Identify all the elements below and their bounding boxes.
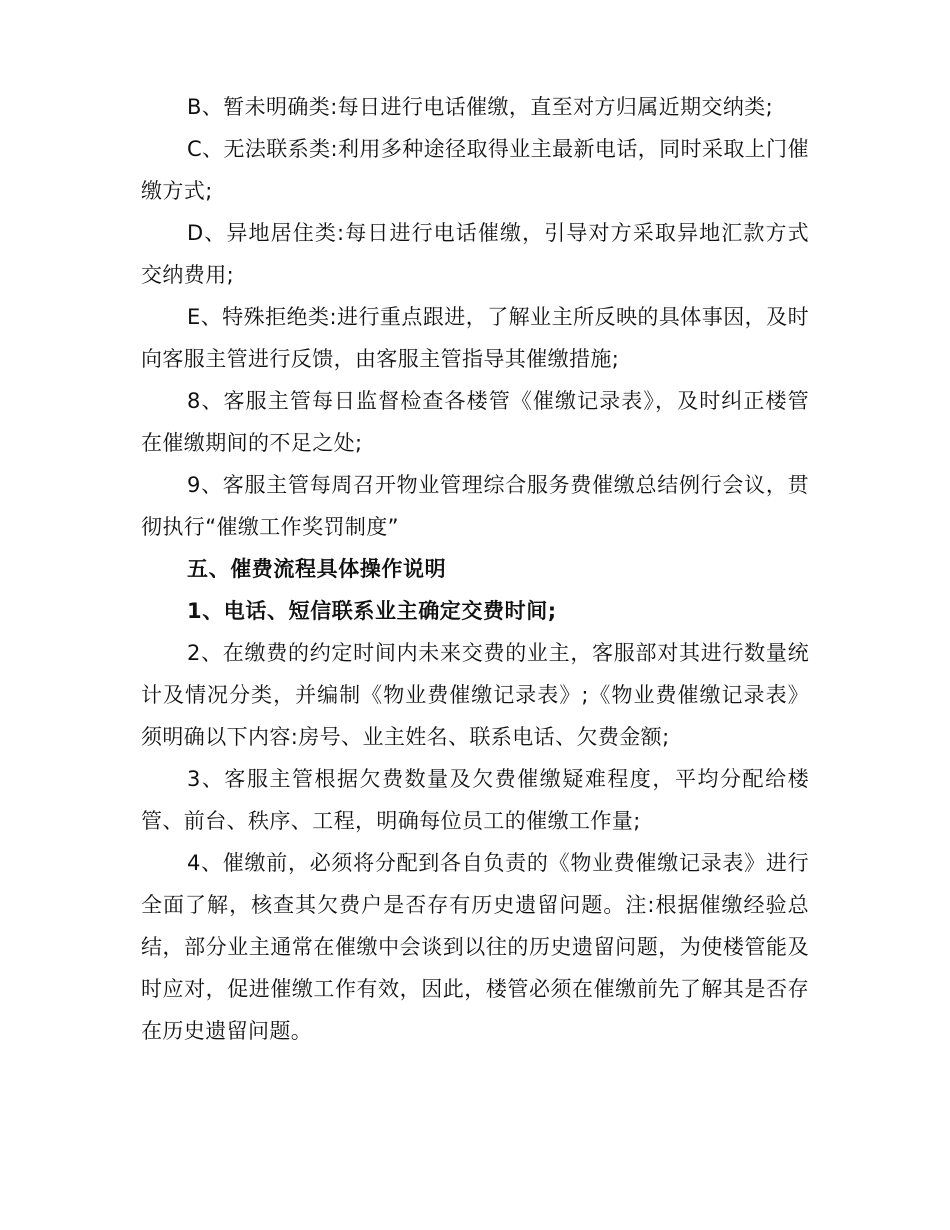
paragraph-item-9: 9、客服主管每周召开物业管理综合服务费催缴总结例行会议，贯彻执行“催缴工作奖罚制度” — [141, 473, 809, 539]
paragraph-d-nonlocal: D、异地居住类:每日进行电话催缴，引导对方采取异地汇款方式交纳费用; — [141, 221, 809, 287]
paragraph-step-1: 1、电话、短信联系业主确定交费时间; — [187, 599, 557, 623]
paragraph-step-4: 4、催缴前，必须将分配到各自负责的《物业费催缴记录表》进行全面了解，核查其欠费户是否存有历史遗留问题。注:根据催缴经验总结，部分业主通常在催缴中会谈到以往的历史遗留问题，为使楼管能及时应对，促进催缴工作有效，因此，楼管必须在催缴前先了解其是否存在历史遗留问题。 — [141, 851, 809, 1043]
paragraph-item-8: 8、客服主管每日监督检查各楼管《催缴记录表》，及时纠正楼管在催缴期间的不足之处; — [141, 389, 809, 455]
paragraph-b-pending: B、暂未明确类:每日进行电话催缴，直至对方归属近期交纳类; — [187, 95, 774, 119]
paragraph-step-3: 3、客服主管根据欠费数量及欠费催缴疑难程度，平均分配给楼管、前台、秩序、工程，明确每位员工的催缴工作量; — [141, 767, 809, 833]
section-heading-5: 五、催费流程具体操作说明 — [187, 557, 447, 581]
paragraph-e-refusal: E、特殊拒绝类:进行重点跟进，了解业主所反映的具体事因，及时向客服主管进行反馈，由客服主管指导其催缴措施; — [141, 305, 809, 371]
paragraph-c-unreachable: C、无法联系类:利用多种途径取得业主最新电话，同时采取上门催缴方式; — [141, 137, 809, 203]
paragraph-step-2: 2、在缴费的约定时间内未来交费的业主，客服部对其进行数量统计及情况分类，并编制《物业费催缴记录表》;《物业费催缴记录表》须明确以下内容:房号、业主姓名、联系电话、欠费金额; — [141, 641, 809, 749]
